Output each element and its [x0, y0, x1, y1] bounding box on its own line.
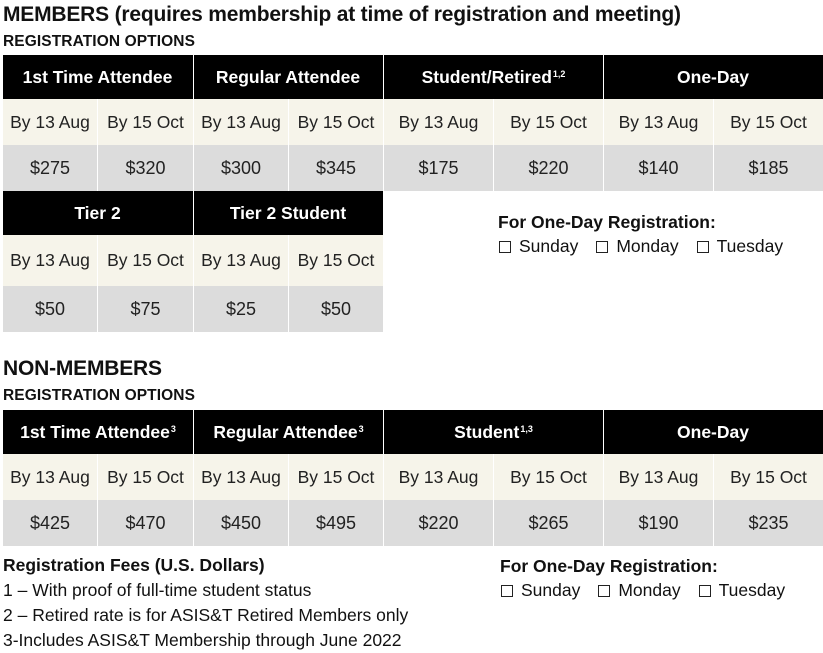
group-label: Regular Attendee — [215, 66, 361, 87]
members-table-row1 — [3, 55, 823, 191]
non-members-title: NON-MEMBERS — [3, 357, 162, 380]
group-label: Tier 2 Student — [229, 202, 347, 223]
footnote-3: 3-Includes ASIS&T Membership through June 2022 — [3, 630, 402, 650]
date-cell: By 15 Oct — [98, 454, 193, 500]
members-subtitle: REGISTRATION OPTIONS — [3, 33, 196, 50]
monday-checkbox[interactable] — [598, 585, 610, 597]
price-cell: $235 — [714, 500, 823, 546]
price-cell: $50 — [289, 286, 383, 332]
non-members-subtitle: REGISTRATION OPTIONS — [3, 387, 196, 404]
non-members-group-header — [604, 410, 823, 454]
date-cell: By 15 Oct — [289, 99, 383, 145]
option-label: Monday — [616, 236, 679, 256]
price-cell: $220 — [494, 145, 603, 191]
monday-checkbox[interactable] — [596, 241, 608, 253]
date-cell: By 15 Oct — [98, 99, 193, 145]
members-group-header — [384, 55, 603, 99]
non-members-table — [3, 410, 823, 546]
sunday-option[interactable] — [501, 580, 580, 601]
group-sup: 3 — [170, 424, 176, 434]
date-cell: By 13 Aug — [194, 454, 288, 500]
price-cell: $320 — [98, 145, 193, 191]
group-label: 1st Time Attendee — [22, 66, 173, 87]
option-label: Tuesday — [716, 236, 784, 256]
date-cell: By 15 Oct — [494, 454, 603, 500]
non-members-group-header — [3, 410, 193, 454]
price-cell: $495 — [289, 500, 383, 546]
date-cell: By 13 Aug — [604, 99, 713, 145]
date-cell: By 13 Aug — [384, 454, 493, 500]
option-label: Monday — [618, 580, 681, 600]
members-title: MEMBERS (requires membership at time of registration and meeting) — [3, 3, 681, 26]
price-cell: $425 — [3, 500, 97, 546]
date-cell: By 15 Oct — [714, 454, 823, 500]
date-cell: By 13 Aug — [3, 235, 97, 286]
date-cell: By 13 Aug — [194, 99, 288, 145]
price-cell: $450 — [194, 500, 288, 546]
sunday-checkbox[interactable] — [501, 585, 513, 597]
non-members-group-header — [384, 410, 603, 454]
price-cell: $470 — [98, 500, 193, 546]
group-label: Tier 2 — [74, 202, 121, 223]
non-members-group-header — [194, 410, 383, 454]
tuesday-option[interactable] — [697, 236, 783, 257]
fees-heading: Registration Fees (U.S. Dollars) — [3, 555, 265, 575]
group-sup: 3 — [358, 424, 364, 434]
date-cell: By 13 Aug — [384, 99, 493, 145]
non-members-one-day-options — [501, 580, 785, 601]
sunday-checkbox[interactable] — [499, 241, 511, 253]
sunday-option[interactable] — [499, 236, 578, 257]
tuesday-option[interactable] — [699, 580, 785, 601]
price-cell: $265 — [494, 500, 603, 546]
tuesday-checkbox[interactable] — [697, 241, 709, 253]
price-cell: $275 — [3, 145, 97, 191]
footnote-2: 2 – Retired rate is for ASIS&T Retired Members only — [3, 605, 409, 625]
members-one-day-options — [499, 236, 783, 257]
group-label: Student — [454, 421, 520, 442]
date-cell: By 15 Oct — [714, 99, 823, 145]
date-cell: By 15 Oct — [289, 454, 383, 500]
price-cell: $300 — [194, 145, 288, 191]
date-cell: By 15 Oct — [98, 235, 193, 286]
members-group-header — [3, 191, 193, 235]
price-cell: $140 — [604, 145, 713, 191]
group-sup: 1,3 — [520, 424, 533, 434]
price-cell: $345 — [289, 145, 383, 191]
date-cell: By 13 Aug — [3, 99, 97, 145]
members-group-header — [194, 191, 383, 235]
option-label: Tuesday — [718, 580, 786, 600]
group-label: One-Day — [677, 66, 749, 87]
option-label: Sunday — [521, 580, 581, 600]
footnote-1: 1 – With proof of full-time student status — [3, 580, 312, 600]
members-group-header — [3, 55, 193, 99]
price-cell: $220 — [384, 500, 493, 546]
group-label: One-Day — [677, 421, 749, 442]
option-label: Sunday — [519, 236, 579, 256]
monday-option[interactable] — [598, 580, 680, 601]
date-cell: By 13 Aug — [3, 454, 97, 500]
members-one-day-heading: For One-Day Registration: — [498, 212, 716, 232]
members-table-row2 — [3, 191, 383, 332]
price-cell: $185 — [714, 145, 823, 191]
group-sup: 1,2 — [552, 69, 566, 79]
price-cell: $175 — [384, 145, 493, 191]
monday-option[interactable] — [596, 236, 678, 257]
group-label: 1st Time Attendee — [20, 421, 170, 442]
members-group-header — [604, 55, 823, 99]
price-cell: $50 — [3, 286, 97, 332]
group-label: Regular Attendee — [213, 421, 358, 442]
date-cell: By 13 Aug — [604, 454, 713, 500]
date-cell: By 15 Oct — [289, 235, 383, 286]
price-cell: $25 — [194, 286, 288, 332]
price-cell: $190 — [604, 500, 713, 546]
date-cell: By 13 Aug — [194, 235, 288, 286]
price-cell: $75 — [98, 286, 193, 332]
non-members-one-day-heading: For One-Day Registration: — [500, 556, 718, 576]
tuesday-checkbox[interactable] — [699, 585, 711, 597]
group-label: Student/Retired — [421, 66, 552, 87]
members-group-header — [194, 55, 383, 99]
date-cell: By 15 Oct — [494, 99, 603, 145]
